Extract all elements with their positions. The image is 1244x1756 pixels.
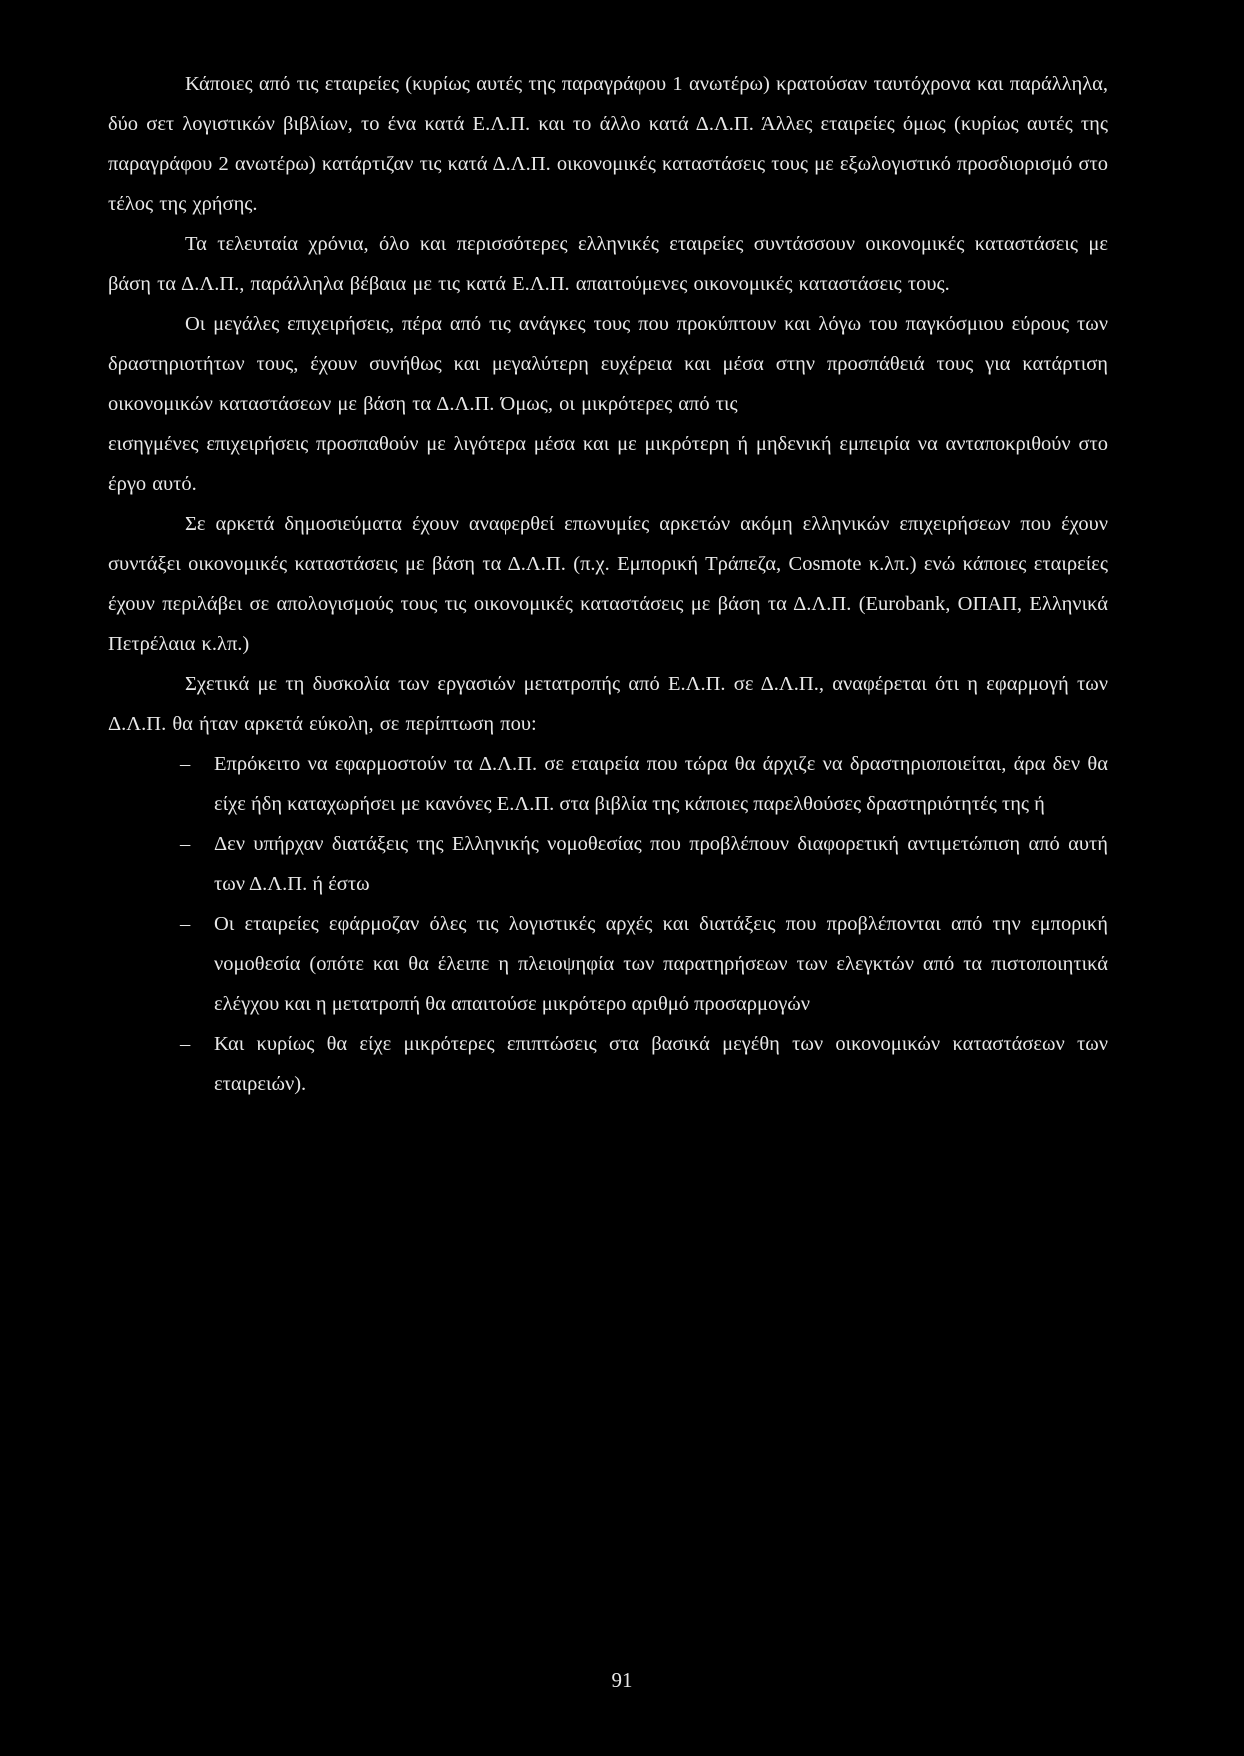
list-item-text: Οι εταιρείες εφάρμοζαν όλες τις λογιστικές αρχές και διατάξεις που προβλέπονται από την εμπορική νομοθεσία (οπότε και θα έλειπε η πλειοψηφία των παρατηρήσεων των ελεγκτών από τα πιστοποιητικά ελέγχου και η μετατροπή θα απαιτούσε μικρότερο αριθμό προσαρμογών	[214, 913, 1108, 1015]
paragraph: Κάποιες από τις εταιρείες (κυρίως αυτές της παραγράφου 1 ανωτέρω) κρατούσαν ταυτόχρονα και παράλληλα, δύο σετ λογιστικών βιβλίων, το ένα κατά Ε.Λ.Π. και το άλλο κατά Δ.Λ.Π. Άλλες εταιρείες όμως (κυρίως αυτές της παραγράφου 2 ανωτέρω) κατάρτιζαν τις κατά Δ.Λ.Π. οικονομικές καταστάσεις τους με εξωλογιστικό προσδιορισμό στο τέλος της χρήσης.	[108, 73, 1108, 215]
list-item	[108, 904, 1108, 1024]
paragraph: Οι μεγάλες επιχειρήσεις, πέρα από τις ανάγκες τους που προκύπτουν και λόγω του παγκόσμιου εύρους των δραστηριοτήτων τους, έχουν συνήθως και μεγαλύτερη ευχέρεια και μέσα στην προσπάθειά τους για κατάρτιση οικονομικών καταστάσεων με βάση τα Δ.Λ.Π. Όμως, οι μικρότερες από τις	[108, 313, 1108, 415]
paragraph: Τα τελευταία χρόνια, όλο και περισσότερες ελληνικές εταιρείες συντάσσουν οικονομικές καταστάσεις με βάση τα Δ.Λ.Π., παράλληλα βέβαια με τις κατά Ε.Λ.Π. απαιτούμενες οικονομικές καταστάσεις τους.	[108, 233, 1108, 295]
dash-bullet: –	[180, 833, 191, 855]
paragraph: Σε αρκετά δημοσιεύματα έχουν αναφερθεί επωνυμίες αρκετών ακόμη ελληνικών επιχειρήσεων που έχουν συντάξει οικονομικές καταστάσεις με βάση τα Δ.Λ.Π. (π.χ. Εμπορική Τράπεζα, Cosmote κ.λπ.) ενώ κάποιες εταιρείες έχουν περιλάβει σε απολογισμούς τους τις οικονομικές καταστάσεις με βάση τα Δ.Λ.Π. (Eurobank, ΟΠΑΠ, Ελληνικά Πετρέλαια κ.λπ.)	[108, 513, 1108, 655]
list-item-text: Και κυρίως θα είχε μικρότερες επιπτώσεις στα βασικά μεγέθη των οικονομικών καταστάσεων των εταιρειών).	[214, 1033, 1108, 1095]
list-item	[108, 744, 1108, 824]
dash-bullet: –	[180, 913, 191, 935]
dash-list	[108, 744, 1108, 1104]
list-item	[108, 1024, 1108, 1104]
list-item-text: Δεν υπήρχαν διατάξεις της Ελληνικής νομοθεσίας που προβλέπουν διαφορετική αντιμετώπιση από αυτή των Δ.Λ.Π. ή έστω	[214, 833, 1108, 895]
paragraph: εισηγμένες επιχειρήσεις προσπαθούν με λιγότερα μέσα και με μικρότερη ή μηδενική εμπειρία να ανταποκριθούν στο έργο αυτό.	[108, 433, 1108, 495]
paragraph: Σχετικά με τη δυσκολία των εργασιών μετατροπής από Ε.Λ.Π. σε Δ.Λ.Π., αναφέρεται ότι η εφαρμογή των Δ.Λ.Π. θα ήταν αρκετά εύκολη, σε περίπτωση που:	[108, 673, 1108, 735]
page-number: 91	[611, 1668, 633, 1692]
dash-bullet: –	[180, 1033, 191, 1055]
list-item-text: Επρόκειτο να εφαρμοστούν τα Δ.Λ.Π. σε εταιρεία που τώρα θα άρχιζε να δραστηριοποιείται, άρα δεν θα είχε ήδη καταχωρήσει με κανόνες Ε.Λ.Π. στα βιβλία της κάποιες παρελθούσες δραστηριότητές της ή	[214, 753, 1108, 815]
dash-bullet: –	[180, 753, 191, 775]
list-item	[108, 824, 1108, 904]
page-body	[108, 64, 1108, 1104]
